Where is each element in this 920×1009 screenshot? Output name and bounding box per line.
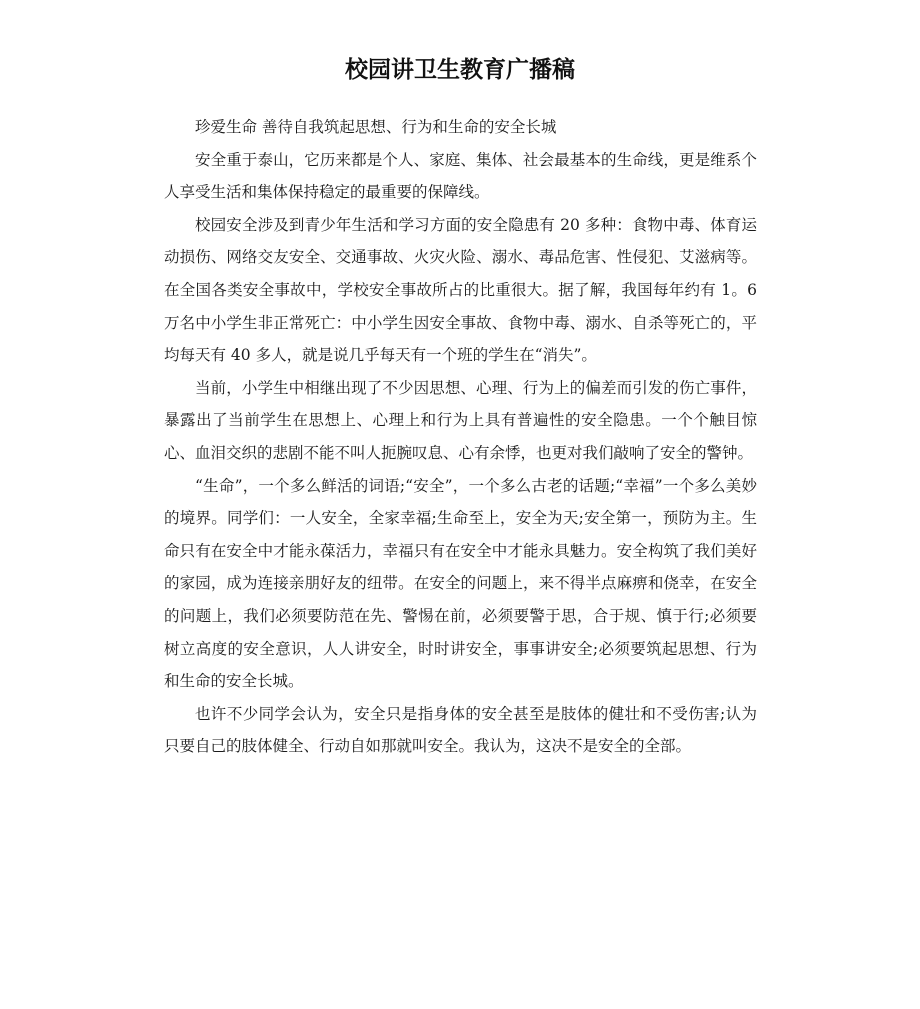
paragraph-safety-intro: 安全重于泰山，它历来都是个人、家庭、集体、社会最基本的生命线，更是维系个人享受生活和集体保持稳定的最重要的保障线。: [164, 150, 757, 202]
paragraph-meaning-of-safety: 也许不少同学会认为，安全只是指身体的安全甚至是肢体的健壮和不受伤害;认为只要自己的肢体健全、行动自如那就叫安全。我认为，这决不是安全的全部。: [164, 704, 757, 756]
paragraph-campus-hazards: 校园安全涉及到青少年生活和学习方面的安全隐患有 20 多种：食物中毒、体育运动损伤、网络交友安全、交通事故、火灾火险、溺水、毒品危害、性侵犯、艾滋病等。在全国各类安全事故中，学校安全事故所占的比重很大。据了解，我国每年约有 1。6 万名中小学生非正常死亡：中小学生因安全事故、食物中毒、溺水、自杀等死亡的，平均每天有 40 多人，就是说几乎每天有一个班的学生在“消失”。: [164, 215, 757, 365]
paragraph-subtitle: 珍爱生命 善待自我筑起思想、行为和生命的安全长城: [195, 118, 557, 136]
document-body: [164, 111, 757, 763]
paragraph-current-situation: 当前，小学生中相继出现了不少因思想、心理、行为上的偏差而引发的伤亡事件，暴露出了当前学生在思想上、心理上和行为上具有普遍性的安全隐患。一个个触目惊心、血泪交织的悲剧不能不叫人扼腕叹息、心有余悸，也更对我们敲响了安全的警钟。: [164, 378, 757, 462]
document-title: 校园讲卫生教育广播稿: [345, 57, 575, 83]
paragraph-life-safety: “生命”，一个多么鲜活的词语;“安全”，一个多么古老的话题;“幸福”一个多么美妙的境界。同学们：一人安全，全家幸福;生命至上，安全为天;安全第一，预防为主。生命只有在安全中才能永葆活力，幸福只有在安全中才能永具魅力。安全构筑了我们美好的家园，成为连接亲朋好友的纽带。在安全的问题上，来不得半点麻痹和侥幸，在安全的问题上，我们必须要防范在先、警惕在前，必须要警于思，合于规、慎于行;必须要树立高度的安全意识，人人讲安全，时时讲安全，事事讲安全;必须要筑起思想、行为和生命的安全长城。: [164, 476, 757, 691]
